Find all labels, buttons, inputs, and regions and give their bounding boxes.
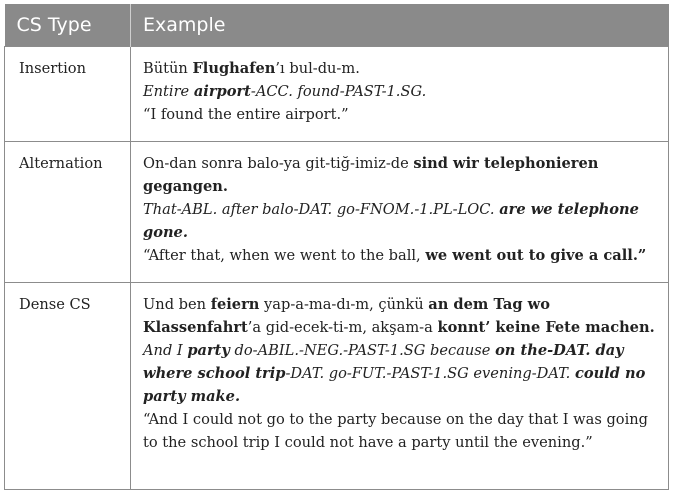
- example-translation: “And I could not go to the party because on the day that I was going to the school trip I could not have a party until the evening.”: [143, 411, 648, 451]
- example-translation: “I found the entire airport.”: [143, 106, 349, 123]
- example-cell: [131, 283, 669, 490]
- example-original: Bütün Flughafen’ı bul-du-m.: [143, 60, 360, 77]
- table-row: [5, 142, 669, 283]
- cs-type-table-container: [4, 4, 668, 490]
- cs-type-cell: Dense CS: [5, 283, 131, 490]
- example-gloss: And I party do-ABIL.-NEG.-PAST-1.SG because on the-DAT. day where school trip-DAT. go-FUT.-PAST-1.SG evening-DAT. could no party make.: [143, 342, 646, 405]
- table-row: [5, 283, 669, 490]
- example-gloss: Entire airport-ACC. found-PAST-1.SG.: [143, 83, 427, 100]
- example-original: Und ben feiern yap-a-ma-dı-m, çünkü an dem Tag wo Klassenfahrt’a gid-ecek-ti-m, akşam-a konnt’ keine Fete machen.: [143, 296, 655, 336]
- example-original: On-dan sonra balo-ya git-tiğ-imiz-de sind wir telephonieren gegangen.: [143, 155, 599, 195]
- table-row: [5, 47, 669, 142]
- header-cs-type: CS Type: [5, 4, 131, 47]
- example-translation: “After that, when we went to the ball, we went out to give a call.”: [143, 247, 647, 264]
- cs-type-cell: Insertion: [5, 47, 131, 142]
- header-example: Example: [131, 4, 669, 47]
- cs-type-cell: Alternation: [5, 142, 131, 283]
- header-row: [5, 4, 669, 47]
- example-cell: [131, 47, 669, 142]
- example-gloss: That-ABL. after balo-DAT. go-FNOM.-1.PL-LOC. are we telephone gone.: [143, 201, 639, 241]
- example-cell: [131, 142, 669, 283]
- cs-type-table: [4, 4, 669, 490]
